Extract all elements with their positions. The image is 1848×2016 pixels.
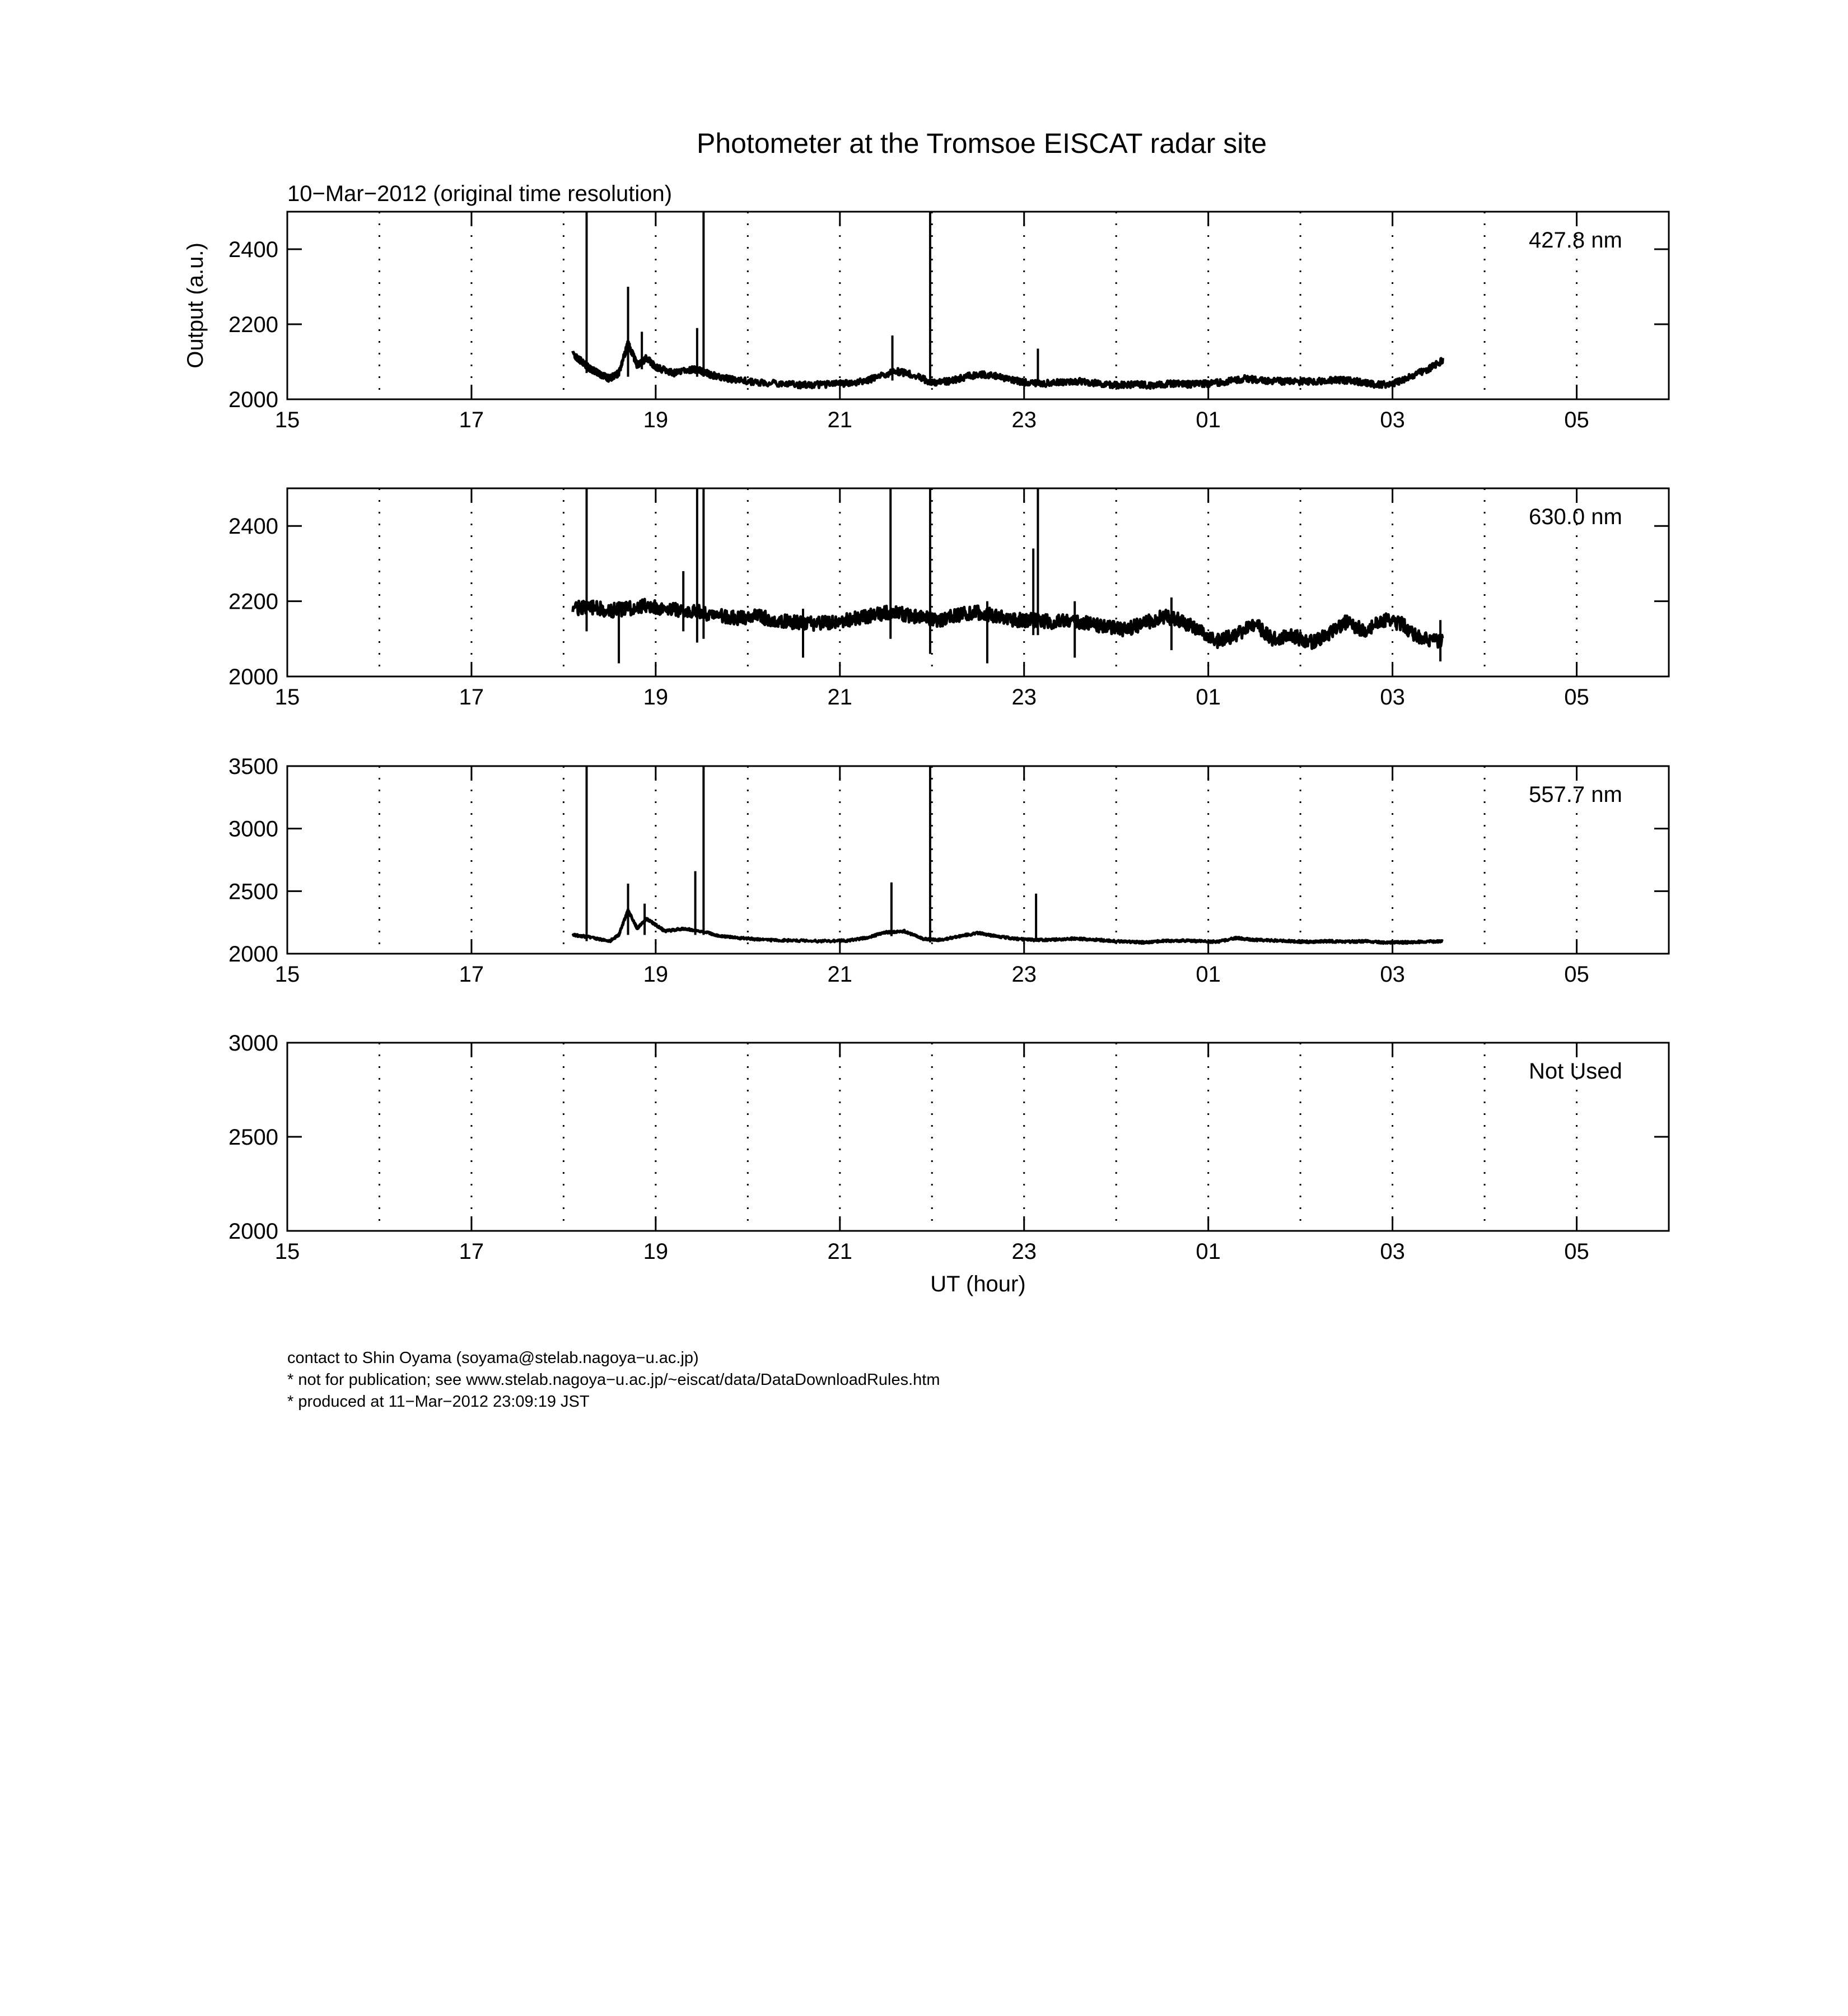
- x-tick-label: 17: [459, 408, 484, 432]
- panels: [183, 212, 1669, 1296]
- y-tick-label: 2000: [228, 388, 278, 412]
- x-tick-label: 01: [1196, 1239, 1221, 1264]
- panel-3: [228, 754, 1669, 987]
- y-tick-label: 2500: [228, 1125, 278, 1150]
- x-tick-label: 05: [1564, 408, 1589, 432]
- y-tick-label: 2200: [228, 312, 278, 337]
- x-tick-label: 05: [1564, 962, 1589, 987]
- y-tick-label: 2500: [228, 879, 278, 904]
- y-tick-label: 3000: [228, 816, 278, 842]
- x-tick-label: 15: [274, 408, 300, 432]
- x-tick-label: 05: [1564, 1239, 1589, 1264]
- x-tick-label: 19: [643, 408, 669, 432]
- plot-frame: [287, 212, 1669, 399]
- panel-label: 630.0 nm: [1529, 505, 1622, 529]
- x-tick-label: 01: [1196, 685, 1221, 710]
- x-tick-label: 21: [827, 962, 853, 987]
- x-tick-label: 23: [1011, 408, 1037, 432]
- y-tick-label: 2400: [228, 514, 278, 539]
- panel-label: 557.7 nm: [1529, 782, 1622, 807]
- data-group: [573, 766, 1443, 944]
- x-tick-label: 15: [274, 1239, 300, 1264]
- x-tick-label: 03: [1380, 685, 1405, 710]
- panel-4: [228, 1031, 1669, 1296]
- y-tick-label: 2200: [228, 589, 278, 614]
- x-tick-label: 19: [643, 962, 669, 987]
- x-tick-label: 21: [827, 1239, 853, 1264]
- x-tick-label: 19: [643, 1239, 669, 1264]
- plot-frame: [287, 766, 1669, 954]
- y-tick-label: 2400: [228, 237, 278, 262]
- x-tick-label: 17: [459, 962, 484, 987]
- x-tick-label: 21: [827, 408, 853, 432]
- footer-rules: * not for publication; see www.stelab.nagoya−u.ac.jp/~eiscat/data/DataDownloadRules.htm: [287, 1371, 940, 1389]
- figure-title: Photometer at the Tromsoe EISCAT radar site: [696, 128, 1267, 159]
- x-tick-label: 23: [1011, 685, 1037, 710]
- data-group: [573, 488, 1443, 663]
- data-group: [573, 212, 1443, 389]
- x-tick-label: 17: [459, 685, 484, 710]
- y-tick-label: 3500: [228, 754, 278, 779]
- panel-2: [228, 488, 1669, 710]
- y-tick-label: 3000: [228, 1031, 278, 1056]
- footer-produced: * produced at 11−Mar−2012 23:09:19 JST: [287, 1393, 590, 1411]
- x-tick-label: 03: [1380, 408, 1405, 432]
- y-tick-label: 2000: [228, 1219, 278, 1244]
- footer-notes: [287, 1347, 940, 1413]
- x-tick-label: 15: [274, 962, 300, 987]
- plot-frame: [287, 1043, 1669, 1231]
- panel-label: 427.8 nm: [1529, 228, 1622, 253]
- y-tick-label: 2000: [228, 942, 278, 967]
- x-tick-label: 17: [459, 1239, 484, 1264]
- x-tick-label: 03: [1380, 962, 1405, 987]
- x-tick-label: 23: [1011, 1239, 1037, 1264]
- footer-contact: contact to Shin Oyama (soyama@stelab.nagoya−u.ac.jp): [287, 1349, 699, 1367]
- x-tick-label: 19: [643, 685, 669, 710]
- x-tick-label: 15: [274, 685, 300, 710]
- x-axis-label: UT (hour): [930, 1272, 1026, 1296]
- y-tick-label: 2000: [228, 665, 278, 689]
- y-axis-label: Output (a.u.): [183, 242, 208, 368]
- figure-subtitle: 10−Mar−2012 (original time resolution): [287, 181, 673, 206]
- x-tick-label: 23: [1011, 962, 1037, 987]
- panel-1: [183, 212, 1669, 432]
- x-tick-label: 21: [827, 685, 853, 710]
- x-tick-label: 01: [1196, 962, 1221, 987]
- x-tick-label: 03: [1380, 1239, 1405, 1264]
- plot-frame: [287, 488, 1669, 676]
- x-tick-label: 05: [1564, 685, 1589, 710]
- panel-label: Not Used: [1529, 1059, 1622, 1084]
- x-tick-label: 01: [1196, 408, 1221, 432]
